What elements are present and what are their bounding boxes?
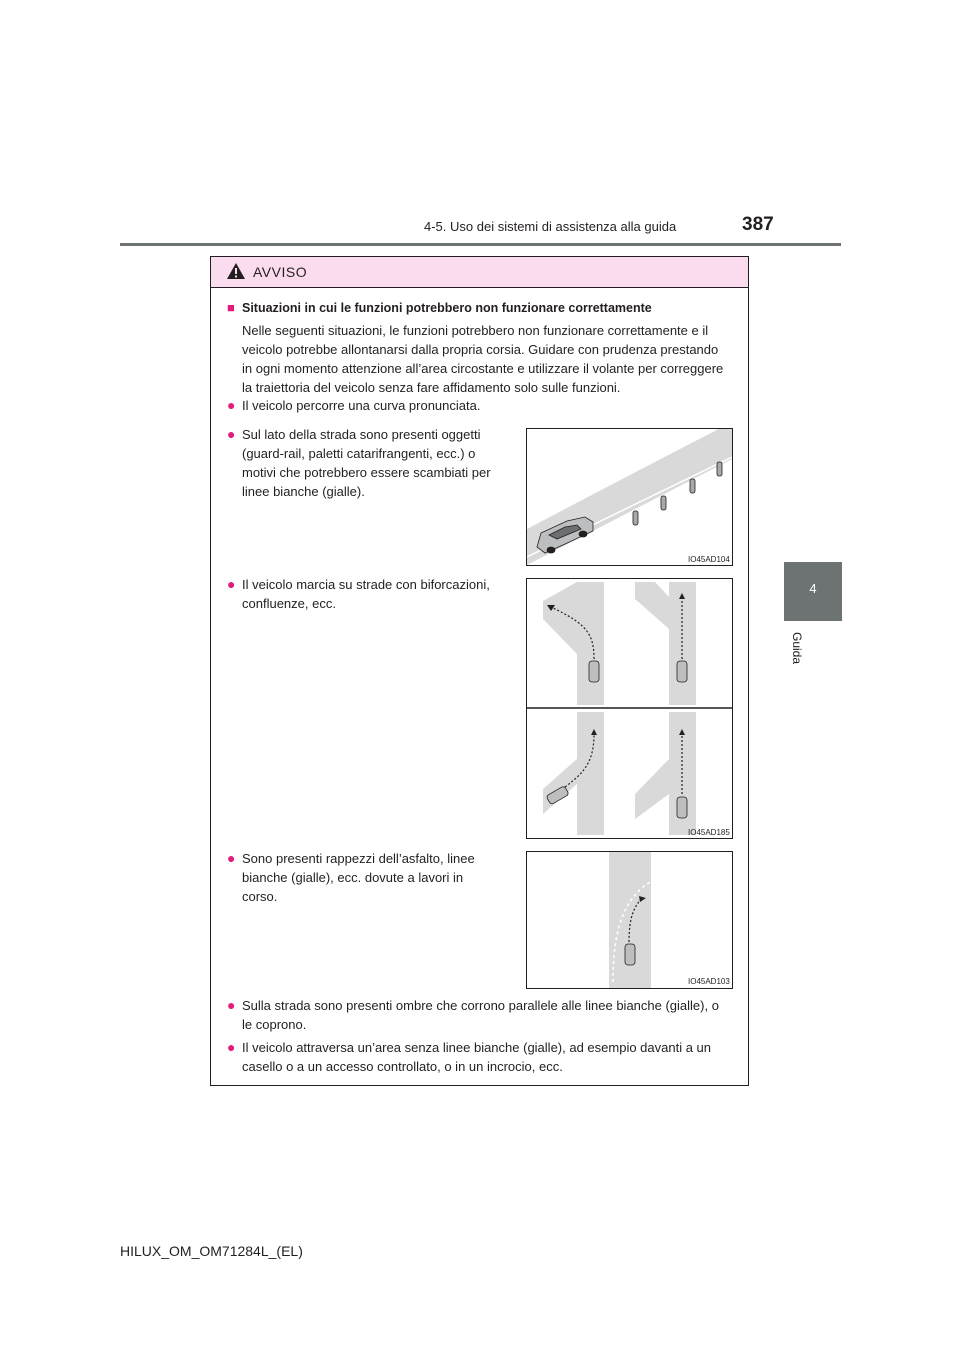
text-line: Sulla strada sono presenti ombre che corrono parallele alle linee bianche (gialle), o xyxy=(242,998,719,1013)
text-line: Nelle seguenti situazioni, le funzioni potrebbero non funzionare correttamente e il xyxy=(242,323,709,338)
text-line: Il veicolo marcia su strade con biforcazioni, xyxy=(242,577,490,592)
chapter-number: 4 xyxy=(809,581,817,596)
text-line: le coprono. xyxy=(242,1017,307,1032)
text-line: Sono presenti rappezzi dell’asfalto, linee xyxy=(242,851,475,866)
roadworks-illustration xyxy=(527,852,732,988)
text-line: corso. xyxy=(242,889,278,904)
bullet-icon: ● xyxy=(227,1039,236,1055)
warning-box xyxy=(210,256,749,1086)
figure-roadworks xyxy=(526,851,733,989)
text-line: Sul lato della strada sono presenti oggetti xyxy=(242,427,481,442)
text-line: in ogni momento attenzione all’area circostante e utilizzare il volante per correggere xyxy=(242,361,724,376)
page-number: 387 xyxy=(742,214,774,235)
document-code: HILUX_OM_OM71284L_(EL) xyxy=(120,1243,303,1259)
figure-code: IO45AD104 xyxy=(688,555,730,564)
bullet-roadworks xyxy=(242,849,514,906)
text-line: motivi che potrebbero essere scambiati per xyxy=(242,465,491,480)
text-line: casello o a un accesso controllato, o in un incrocio, ecc. xyxy=(242,1059,563,1074)
text-line: linee bianche (gialle). xyxy=(242,484,365,499)
section-title: 4-5. Uso dei sistemi di assistenza alla guida xyxy=(424,219,677,234)
guardrail-illustration xyxy=(527,429,732,565)
text-line: confluenze, ecc. xyxy=(242,596,336,611)
section-heading: Situazioni in cui le funzioni potrebbero non funzionare correttamente xyxy=(242,301,652,315)
figure-guardrail xyxy=(526,428,733,566)
bullet-icon: ● xyxy=(227,997,236,1013)
text-line: la traiettoria del veicolo senza fare affidamento solo sulle funzioni. xyxy=(242,380,621,395)
text-line: (guard-rail, paletti catarifrangenti, ecc.) o xyxy=(242,446,476,461)
text-line: bianche (gialle), ecc. dovute a lavori in xyxy=(242,870,464,885)
bullet-shadows xyxy=(242,996,744,1034)
text-line: Il veicolo attraversa un’area senza linee bianche (gialle), ad esempio davanti a un xyxy=(242,1040,712,1055)
figure-code: IO45AD185 xyxy=(688,828,730,837)
warning-triangle-icon xyxy=(226,262,246,285)
forks-illustration xyxy=(527,579,732,838)
bullet-icon: ● xyxy=(227,850,236,866)
bullet-no-lines xyxy=(242,1038,744,1076)
bullet-icon: ● xyxy=(227,397,236,413)
bullet-roadside-objects xyxy=(242,425,514,501)
text-line: veicolo potrebbe allontanarsi dalla propria corsia. Guidare con prudenza prestando xyxy=(242,342,719,357)
bullet-forks xyxy=(242,575,514,613)
bullet-curve: Il veicolo percorre una curva pronunciata. xyxy=(242,398,481,413)
intro-paragraph xyxy=(242,321,738,397)
bullet-icon: ● xyxy=(227,426,236,442)
chapter-tab xyxy=(784,562,842,621)
warning-title: AVVISO xyxy=(253,264,308,280)
warning-header xyxy=(211,257,748,288)
figure-forks xyxy=(526,578,733,839)
chapter-label: Guida xyxy=(790,632,804,665)
bullet-icon: ● xyxy=(227,576,236,592)
figure-code: IO45AD103 xyxy=(688,977,730,986)
header-rule xyxy=(120,243,841,246)
square-bullet-icon: ■ xyxy=(227,300,235,315)
